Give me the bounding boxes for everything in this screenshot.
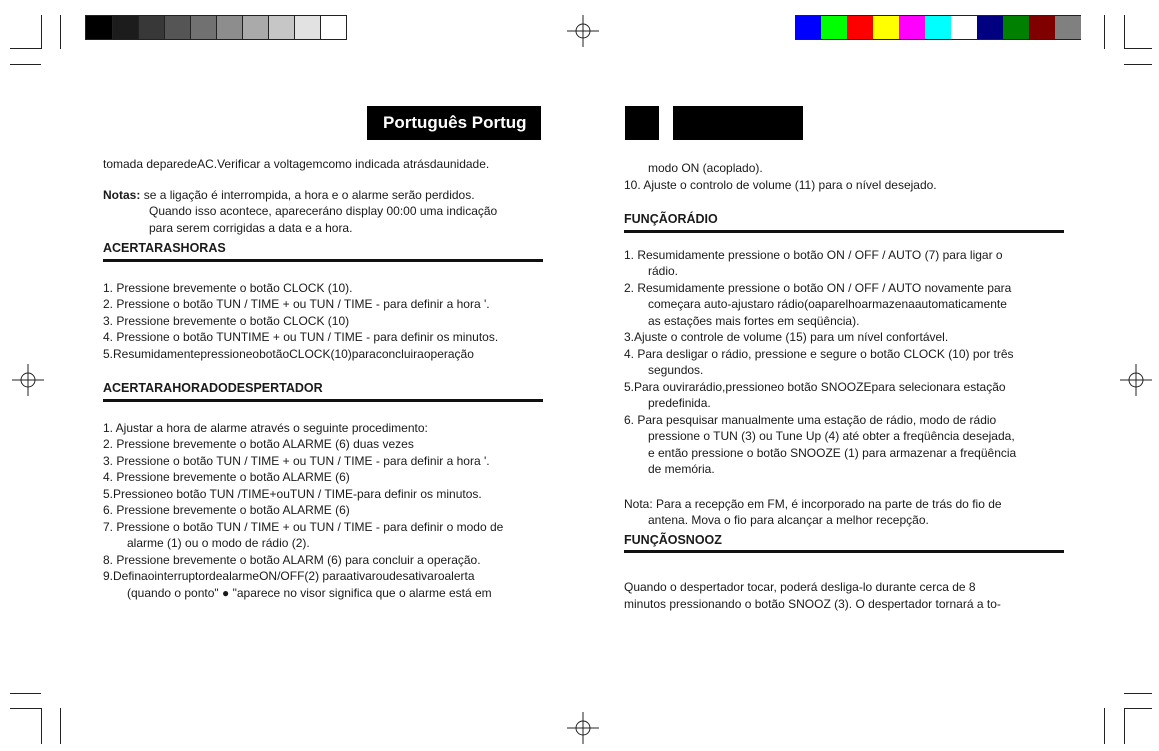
list-item: 4. Pressione brevemente o botão ALARME (6)	[103, 470, 350, 484]
list-item: 3.Ajuste o controle de volume (15) para um nível confortável.	[624, 330, 949, 344]
crop-mark	[60, 15, 61, 49]
note-text: antena. Mova o fio para alcançar a melhor recepção.	[648, 513, 929, 527]
color-swatch	[112, 15, 138, 40]
list-item: 10. Ajuste o controlo de volume (11) para o nível desejado.	[624, 177, 937, 192]
language-tab-left: Português Portug	[367, 106, 541, 140]
section-heading-funcao-radio: FUNÇÃORÁDIO	[624, 212, 718, 226]
color-swatch	[951, 15, 977, 40]
color-swatch	[899, 15, 925, 40]
grayscale-color-bar	[85, 15, 347, 40]
list-item: 2. Resumidamente pressione o botão ON / OFF / AUTO novamente para	[624, 280, 1012, 295]
color-swatch	[821, 15, 847, 40]
list-item: 4. Para desligar o rádio, pressione e segure o botão CLOCK (10) por três	[624, 346, 1014, 361]
paragraph-text: minutos pressionando o botão SNOOZ (3). O despertador tornará a to-	[624, 596, 1001, 611]
notes-label: Notas:	[103, 187, 141, 202]
color-swatch	[847, 15, 873, 40]
crop-mark	[1124, 64, 1152, 65]
crop-mark	[1124, 15, 1125, 49]
list-item: rádio.	[648, 264, 679, 278]
crop-mark	[10, 708, 41, 709]
registration-mark-icon	[567, 15, 599, 47]
section-heading-hora-despertador: ACERTARAHORADODESPERTADOR	[103, 381, 323, 395]
process-color-bar	[795, 15, 1081, 40]
list-item: 9.DefinaointerruptordealarmeON/OFF(2) paraativaroudesativaroalerta	[103, 569, 475, 583]
paragraph-text: Quando o despertador tocar, poderá desliga-lo durante cerca de 8	[624, 580, 976, 594]
intro-text: tomada deparedeAC.Verificar a voltagemcomo indicada atrásdaunidade.	[103, 157, 490, 171]
list-item: 1. Pressione brevemente o botão CLOCK (10).	[103, 280, 353, 295]
list-item: e então pressione o botão SNOOZE (1) para armazenar a freqüência	[648, 445, 1017, 460]
list-item: segundos.	[648, 363, 704, 377]
language-tab-right	[673, 106, 803, 140]
crop-mark	[1124, 708, 1152, 709]
list-item: pressione o TUN (3) ou Tune Up (4) até obter a freqüência desejada,	[648, 429, 1015, 443]
registration-mark-icon	[12, 364, 44, 396]
language-tab-right-fragment	[625, 106, 659, 140]
list-item: alarme (1) ou o modo de rádio (2).	[127, 536, 310, 550]
crop-mark	[60, 708, 61, 744]
list-item: 6. Pressione brevemente o botão ALARME (6)	[103, 503, 350, 517]
list-item: 8. Pressione brevemente o botão ALARM (6) para concluir a operação.	[103, 552, 481, 567]
list-item: 5.Pressioneo botão TUN /TIME+ouTUN / TIME-para definir os minutos.	[103, 486, 482, 501]
list-item: 3. Pressione o botão TUN / TIME + ou TUN / TIME - para definir a hora '.	[103, 453, 490, 468]
color-swatch	[190, 15, 216, 40]
crop-mark	[41, 708, 42, 744]
crop-mark	[10, 693, 41, 694]
section-heading-funcao-snooz: FUNÇÃOSNOOZ	[624, 532, 722, 547]
color-swatch	[795, 15, 821, 40]
color-swatch	[216, 15, 242, 40]
color-swatch	[925, 15, 951, 40]
color-swatch	[242, 15, 268, 40]
continued-text: modo ON (acoplado).	[648, 161, 763, 175]
registration-mark-icon	[567, 712, 599, 744]
crop-mark	[41, 15, 42, 49]
crop-mark	[1124, 693, 1152, 694]
list-item: predefinida.	[648, 396, 711, 410]
color-swatch	[138, 15, 164, 40]
list-item: 7. Pressione o botão TUN / TIME + ou TUN / TIME - para definir o modo de	[103, 519, 504, 534]
color-swatch	[1055, 15, 1081, 40]
section-heading-acertar-horas: ACERTARASHORAS	[103, 241, 226, 255]
left-column	[103, 156, 548, 601]
registration-mark-icon	[1120, 364, 1152, 396]
list-item: 2. Pressione o botão TUN / TIME + ou TUN / TIME - para definir a hora '.	[103, 297, 490, 311]
right-column	[624, 160, 1069, 612]
crop-mark	[10, 64, 41, 65]
color-swatch	[164, 15, 190, 40]
list-item: de memória.	[648, 462, 715, 476]
list-item: 1. Resumidamente pressione o botão ON / OFF / AUTO (7) para ligar o	[624, 247, 1003, 262]
list-item: 6. Para pesquisar manualmente uma estação de rádio, modo de rádio	[624, 412, 997, 427]
note-text: Nota: Para a recepção em FM, é incorporado na parte de trás do fio de	[624, 496, 1002, 511]
color-swatch	[294, 15, 320, 40]
color-swatch	[1003, 15, 1029, 40]
list-item: 5.Para ouvirarádio,pressioneo botão SNOOZEpara selecionara estação	[624, 379, 1006, 394]
crop-mark	[10, 48, 41, 49]
color-swatch	[86, 15, 112, 40]
color-swatch	[320, 15, 346, 40]
notes-line: Quando isso acontece, apareceráno display 00:00 uma indicação	[149, 204, 498, 218]
list-item: (quando o ponto" ● "aparece no visor significa que o alarme está em	[127, 585, 492, 600]
color-swatch	[1029, 15, 1055, 40]
list-item: 2. Pressione brevemente o botão ALARME (6) duas vezes	[103, 437, 414, 451]
color-swatch	[977, 15, 1003, 40]
list-item: 3. Pressione brevemente o botão CLOCK (10)	[103, 313, 350, 328]
list-item: 4. Pressione o botão TUNTIME + ou TUN / TIME - para definir os minutos.	[103, 330, 499, 344]
color-swatch	[873, 15, 899, 40]
notes-line	[103, 187, 548, 204]
list-item: as estações mais fortes em seqüência).	[648, 313, 860, 328]
notes-text: se a ligação é interrompida, a hora e o alarme serão perdidos.	[143, 187, 475, 202]
notes-line: para serem corrigidas a data e a hora.	[149, 220, 353, 235]
crop-mark	[1124, 48, 1152, 49]
crop-mark	[1104, 15, 1105, 49]
color-swatch	[268, 15, 294, 40]
list-item: começara auto-ajustaro rádio(oaparelhoarmazenaautomaticamente	[648, 297, 1007, 311]
list-item: 5.ResumidamentepressioneobotãoCLOCK(10)paraconcluiraoperação	[103, 346, 474, 361]
crop-mark	[1124, 708, 1125, 744]
list-item: 1. Ajustar a hora de alarme através o seguinte procedimento:	[103, 420, 428, 435]
crop-mark	[1104, 708, 1105, 744]
